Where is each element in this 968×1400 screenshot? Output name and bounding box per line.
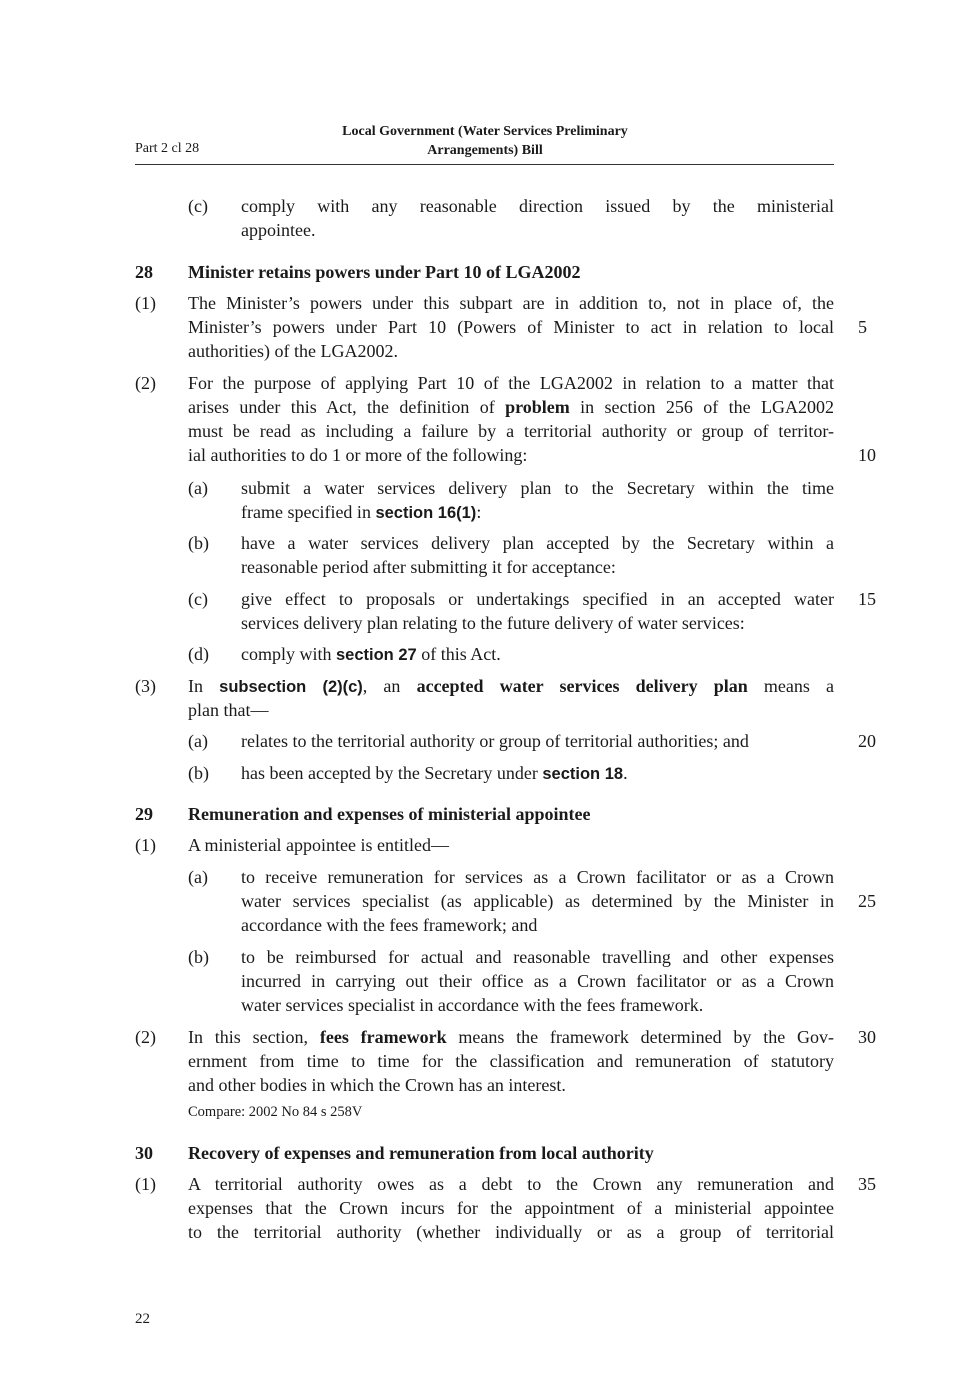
section-number: 28 (135, 262, 153, 282)
subsection-label: (1) (135, 835, 156, 855)
para-label: (a) (188, 731, 208, 751)
subsection-label: (3) (135, 676, 156, 696)
paragraph-29-1-a: to receive remuneration for services as a Crown facilitator or as a Crown water services specialist (as applicable) as determined by the Minister in accordance with the fees framework; and (241, 867, 834, 935)
page-number: 22 (135, 1311, 150, 1327)
subsection-label: (1) (135, 1174, 156, 1194)
subsection-28-2: For the purpose of applying Part 10 of the LGA2002 in relation to a matter that arises under this Act, the definition of problem in section 256 of the LGA2002 must be read as including a failure by a territorial authority or group of territor- ial authorities to do 1 or more of the following: (188, 373, 834, 465)
subsection-30-1: A territorial authority owes as a debt to the Crown any remuneration and expenses that the Crown incurs for the appointment of a ministerial appointee to the territorial authority (whether individually or as a group of territorial (188, 1174, 834, 1242)
margin-line-number: 30 (858, 1027, 876, 1047)
cross-reference: subsection (2)(c) (219, 678, 363, 696)
para-label: (b) (188, 763, 209, 783)
margin-line-number: 5 (858, 317, 867, 337)
margin-line-number: 25 (858, 891, 876, 911)
margin-line-number: 35 (858, 1174, 876, 1194)
para-label: (d) (188, 644, 209, 664)
para-label: (b) (188, 533, 209, 553)
subsection-29-1: A ministerial appointee is entitled— (188, 835, 449, 855)
header-title-line2: Arrangements) Bill (427, 143, 543, 158)
para-label: (a) (188, 478, 208, 498)
paragraph-28-2-b: have a water services delivery plan accepted by the Secretary within a reasonable period after submitting it for acceptance: (241, 533, 834, 577)
cross-reference: section 18 (542, 765, 624, 783)
section-number: 29 (135, 804, 153, 824)
subsection-label: (2) (135, 1027, 156, 1047)
margin-line-number: 10 (858, 445, 876, 465)
paragraph-28-2-c: give effect to proposals or undertakings specified in an accepted water services delivery plan relating to the future delivery of water services: (241, 589, 834, 633)
para-label: (c) (188, 589, 208, 609)
cross-reference: section 16(1) (375, 504, 477, 522)
defined-term: fees framework (319, 1027, 447, 1047)
header-part-ref: Part 2 cl 28 (135, 141, 200, 156)
cross-reference: section 27 (336, 646, 417, 664)
paragraph-28-3-b: has been accepted by the Secretary under section 18. (241, 763, 628, 783)
subsection-28-1: The Minister’s powers under this subpart are in addition to, not in place of, the Minister’s powers under Part 10 (Powers of Minister to act in relation to local authorities) of the LGA2002. (188, 293, 834, 361)
paragraph-28-2-a: submit a water services delivery plan to the Secretary within the time frame specified in section 16(1): (241, 478, 834, 522)
header-title-line1: Local Government (Water Services Preliminary (342, 124, 628, 139)
subsection-28-3: In subsection (2)(c), an accepted water services delivery plan means a plan that— (188, 676, 834, 720)
header-bill-title (255, 122, 715, 160)
paragraph-28-2-d: comply with section 27 of this Act. (241, 644, 501, 664)
section-heading: Recovery of expenses and remuneration from local authority (188, 1143, 654, 1163)
paragraph-29-1-b: to be reimbursed for actual and reasonable travelling and other expenses incurred in carrying out their office as a Crown facilitator or as a Crown water services specialist in accordance with the fees framework. (241, 947, 834, 1015)
section-heading: Remuneration and expenses of ministerial appointee (188, 804, 591, 824)
margin-line-number: 15 (858, 589, 876, 609)
compare-note: Compare: 2002 No 84 s 258V (188, 1104, 363, 1120)
section-number: 30 (135, 1143, 153, 1163)
subsection-label: (1) (135, 293, 156, 313)
subsection-29-2: In this section, fees framework means the framework determined by the Gov- ernment from time to time for the classification and remuneration of statutory and other bodies in which the Crown has an interest. (188, 1027, 834, 1095)
header-rule (135, 164, 834, 165)
carryover-paragraph-c: comply with any reasonable direction issued by the ministerial appointee. (241, 196, 834, 240)
section-heading: Minister retains powers under Part 10 of LGA2002 (188, 262, 581, 282)
defined-term: accepted water services delivery plan (416, 676, 748, 696)
subsection-label: (2) (135, 373, 156, 393)
margin-line-number: 20 (858, 731, 876, 751)
defined-term: problem (505, 397, 570, 417)
para-label: (b) (188, 947, 209, 967)
para-label: (c) (188, 196, 208, 216)
para-label: (a) (188, 867, 208, 887)
paragraph-28-3-a: relates to the territorial authority or group of territorial authorities; and (241, 731, 749, 751)
